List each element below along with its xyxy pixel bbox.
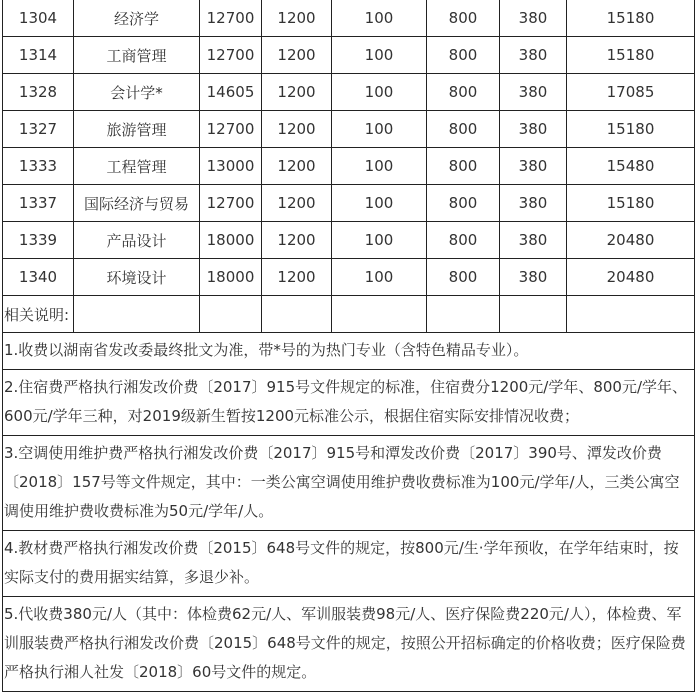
- cell-tuition: 12700: [200, 0, 262, 37]
- table-row: [3, 111, 695, 148]
- cell-ac: 100: [332, 259, 427, 296]
- cell-books: 800: [427, 0, 500, 37]
- note-row: [3, 370, 695, 436]
- cell-dorm: 1200: [262, 222, 332, 259]
- cell-ac: 100: [332, 0, 427, 37]
- note-text: 3.空调使用维护费严格执行湘发改价费〔2017〕915号和潭发改价费〔2017〕390号、潭发改价费〔2018〕157号等文件规定，其中：一类公寓空调使用维护费收费标准为100元/学年/人，三类公寓空调使用维护费收费标准为50元/学年/人。: [3, 436, 695, 531]
- cell-books: 800: [427, 74, 500, 111]
- cell-agency: 380: [500, 0, 567, 37]
- cell-major: 工程管理: [74, 148, 200, 185]
- cell-ac: 100: [332, 148, 427, 185]
- table-row: [3, 148, 695, 185]
- cell-ac: 100: [332, 185, 427, 222]
- cell-total: 15180: [567, 185, 695, 222]
- cell-books: 800: [427, 111, 500, 148]
- cell-code: 1314: [3, 37, 74, 74]
- cell-total: 15180: [567, 111, 695, 148]
- cell-agency: 380: [500, 259, 567, 296]
- cell-dorm: 1200: [262, 185, 332, 222]
- cell-major: 会计学*: [74, 74, 200, 111]
- cell-tuition: 12700: [200, 185, 262, 222]
- note-text: 1.收费以湖南省发改委最终批文为准，带*号的为热门专业（含特色精品专业）。: [3, 333, 695, 370]
- cell-major: 旅游管理: [74, 111, 200, 148]
- cell-ac: 100: [332, 74, 427, 111]
- table-row: [3, 74, 695, 111]
- cell-agency: 380: [500, 148, 567, 185]
- cell-total: 20480: [567, 222, 695, 259]
- cell-books: 800: [427, 148, 500, 185]
- cell-tuition: 12700: [200, 37, 262, 74]
- cell-tuition: 18000: [200, 259, 262, 296]
- table-row: [3, 0, 695, 37]
- table-row: [3, 259, 695, 296]
- cell-books: 800: [427, 37, 500, 74]
- cell-code: 1304: [3, 0, 74, 37]
- cell-code: 1333: [3, 148, 74, 185]
- cell-code: 1327: [3, 111, 74, 148]
- cell-total: 17085: [567, 74, 695, 111]
- cell-major: 国际经济与贸易: [74, 185, 200, 222]
- cell-agency: 380: [500, 185, 567, 222]
- table-row: [3, 222, 695, 259]
- cell-code: 1340: [3, 259, 74, 296]
- cell-total: 15180: [567, 37, 695, 74]
- note-row: [3, 436, 695, 531]
- cell-major: 环境设计: [74, 259, 200, 296]
- note-row: [3, 531, 695, 597]
- note-row: [3, 333, 695, 370]
- cell-agency: 380: [500, 222, 567, 259]
- cell-major: 产品设计: [74, 222, 200, 259]
- note-text: 4.教材费严格执行湘发改价费〔2015〕648号文件的规定，按800元/生·学年预收，在学年结束时，按实际支付的费用据实结算，多退少补。: [3, 531, 695, 597]
- notes-label: 相关说明:: [3, 296, 74, 333]
- cell-agency: 380: [500, 74, 567, 111]
- cell-code: 1337: [3, 185, 74, 222]
- cell-dorm: 1200: [262, 37, 332, 74]
- cell-major: 经济学: [74, 0, 200, 37]
- notes-label-row: [3, 296, 695, 333]
- cell-dorm: 1200: [262, 111, 332, 148]
- cell-tuition: 18000: [200, 222, 262, 259]
- cell-code: 1339: [3, 222, 74, 259]
- cell-ac: 100: [332, 37, 427, 74]
- cell-ac: 100: [332, 111, 427, 148]
- note-row: [3, 597, 695, 692]
- note-text: 5.代收费380元/人（其中：体检费62元/人、军训服装费98元/人、医疗保险费220元/人），体检费、军训服装费严格执行湘发改价费〔2015〕648号文件的规定，按照公开招标确定的价格收费；医疗保险费严格执行湘人社发〔2018〕60号文件的规定。: [3, 597, 695, 692]
- note-text: 2.住宿费严格执行湘发改价费〔2017〕915号文件规定的标准，住宿费分1200元/学年、800元/学年、600元/学年三种，对2019级新生暂按1200元标准公示，根据住宿实际安排情况收费；: [3, 370, 695, 436]
- cell-major: 工商管理: [74, 37, 200, 74]
- cell-books: 800: [427, 185, 500, 222]
- cell-total: 15180: [567, 0, 695, 37]
- cell-dorm: 1200: [262, 148, 332, 185]
- cell-books: 800: [427, 259, 500, 296]
- cell-total: 20480: [567, 259, 695, 296]
- cell-code: 1328: [3, 74, 74, 111]
- cell-books: 800: [427, 222, 500, 259]
- cell-tuition: 13000: [200, 148, 262, 185]
- table-row: [3, 37, 695, 74]
- cell-agency: 380: [500, 37, 567, 74]
- cell-tuition: 12700: [200, 111, 262, 148]
- cell-dorm: 1200: [262, 74, 332, 111]
- cell-ac: 100: [332, 222, 427, 259]
- cell-dorm: 1200: [262, 0, 332, 37]
- fee-table: [2, 0, 695, 692]
- cell-total: 15480: [567, 148, 695, 185]
- cell-dorm: 1200: [262, 259, 332, 296]
- table-row: [3, 185, 695, 222]
- cell-agency: 380: [500, 111, 567, 148]
- cell-tuition: 14605: [200, 74, 262, 111]
